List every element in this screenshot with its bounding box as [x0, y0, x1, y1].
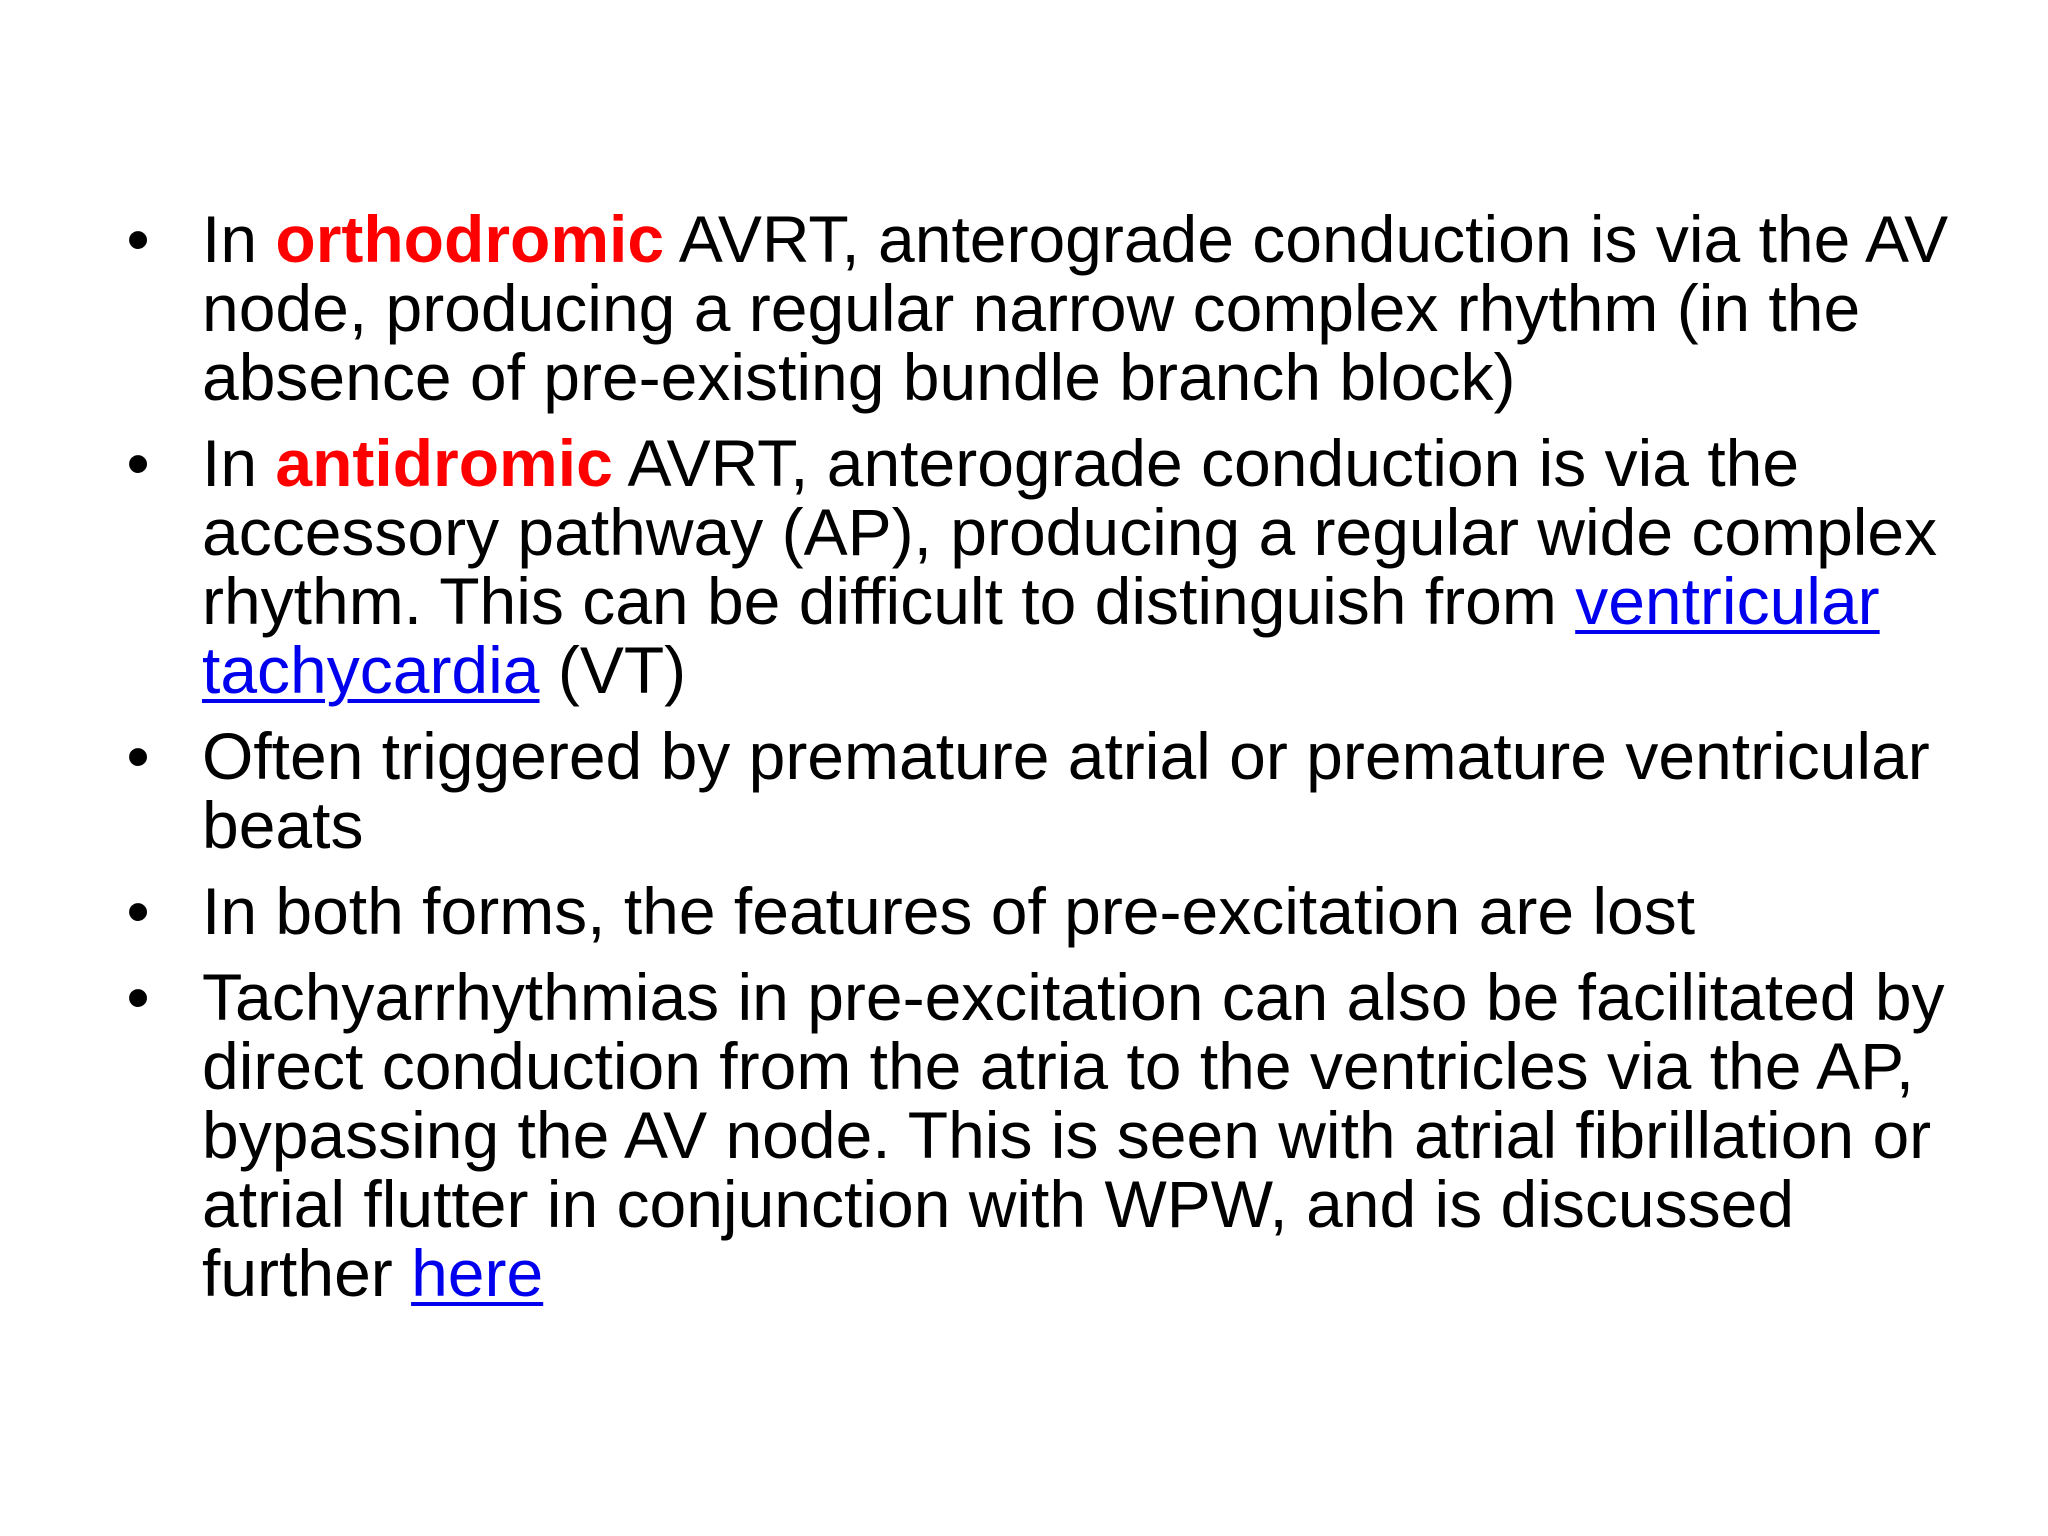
- emphasis-orthodromic: orthodromic: [275, 202, 665, 276]
- bullet-text: Tachyarrhythmias in pre-excitation can also be facilitated by direct conduction from the atria to the ventricles via the AP, bypassing the AV node. This is seen with atrial fibrillation or atrial flutter in conjunction with WPW, and is discussed further: [202, 960, 1945, 1310]
- bullet-dot-icon: •: [126, 719, 150, 793]
- bullet-item-triggers: [118, 719, 1958, 862]
- bullet-item-both-forms: [118, 874, 1958, 948]
- bullet-dot-icon: •: [126, 874, 150, 948]
- link-ventricular-tachycardia[interactable]: ventricular tachycardia: [202, 564, 1880, 707]
- bullet-item-tachyarrhythmias: [118, 960, 1958, 1310]
- bullet-dot-icon: •: [126, 426, 150, 500]
- link-here[interactable]: here: [411, 1236, 544, 1310]
- bullet-text: Often triggered by premature atrial or premature ventricular beats: [202, 719, 1930, 862]
- bullet-text: AVRT, anterograde conduction is via the accessory pathway (AP), producing a regular wide complex rhythm. This can be difficult to distinguish from: [202, 426, 1938, 638]
- bullet-dot-icon: •: [126, 202, 150, 276]
- bullet-text: (VT): [539, 633, 687, 707]
- bullet-list: [118, 202, 1958, 1310]
- emphasis-antidromic: antidromic: [275, 426, 613, 500]
- bullet-text: AVRT, anterograde conduction is via the AV node, producing a regular narrow complex rhythm (in the absence of pre-existing bundle branch block): [202, 202, 1949, 414]
- bullet-item-antidromic: [118, 426, 1958, 707]
- bullet-dot-icon: •: [126, 960, 150, 1034]
- bullet-text: In: [202, 426, 276, 500]
- bullet-text: In both forms, the features of pre-excitation are lost: [202, 874, 1696, 948]
- bullet-text: In: [202, 202, 276, 276]
- bullet-item-orthodromic: [118, 202, 1958, 414]
